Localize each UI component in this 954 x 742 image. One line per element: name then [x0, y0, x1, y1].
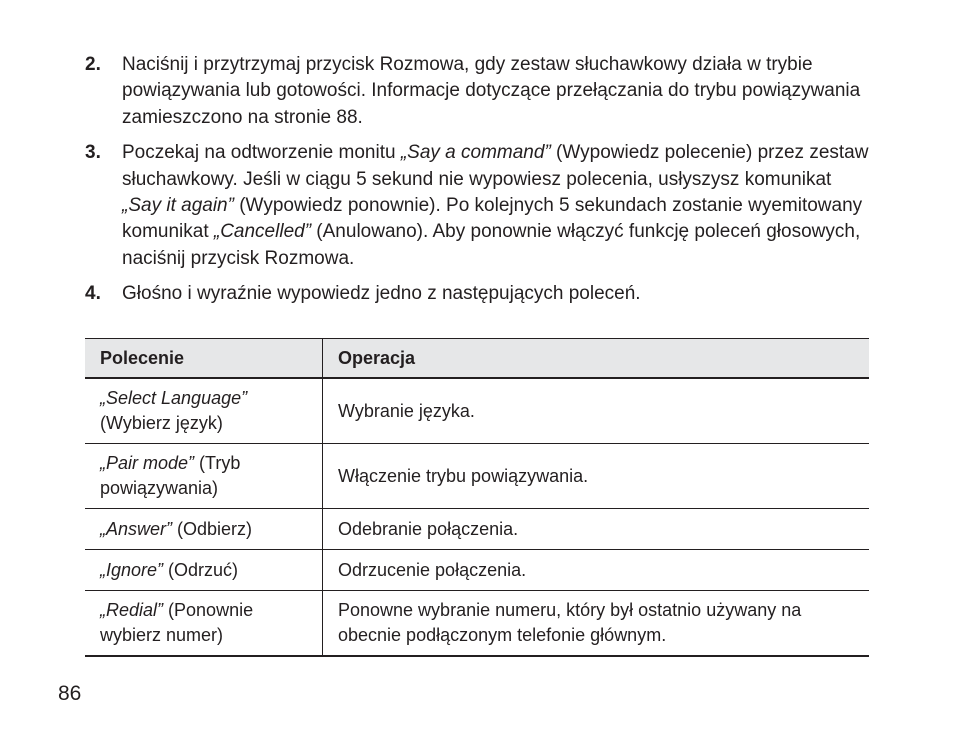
command-cell	[85, 378, 323, 444]
voice-commands-table	[85, 338, 869, 657]
step-text-part: Poczekaj na odtworzenie monitu	[122, 142, 401, 164]
step-text-part: (Anulowano). Aby ponownie włączyć funkcję poleceń głosowych, naciśnij przycisk Rozmowa.	[122, 221, 861, 269]
command-name: „Redial”	[100, 600, 164, 620]
command-cell	[85, 550, 323, 591]
table-row	[85, 444, 869, 509]
page-number: 86	[58, 682, 82, 705]
voice-prompt-cancelled: „Cancelled”	[213, 221, 312, 243]
step-number: 3.	[85, 142, 101, 164]
operation-cell: Wybranie języka.	[323, 378, 870, 444]
voice-prompt-say-it-again: „Say it again”	[122, 195, 234, 217]
voice-prompt-say-a-command: „Say a command”	[400, 142, 551, 164]
instruction-list	[85, 52, 875, 317]
command-translation: (Wybierz język)	[100, 413, 223, 433]
step-text: Naciśnij i przytrzymaj przycisk Rozmowa, gdy zestaw słuchawkowy działa w trybie powiązywania lub gotowości. Informacje dotyczące przełączania do trybu powiązywania zamieszczono na stronie 88.	[122, 54, 861, 128]
table-row	[85, 378, 869, 444]
step-text: Głośno i wyraźnie wypowiedz jedno z następujących poleceń.	[122, 283, 641, 305]
step-3	[85, 140, 875, 272]
table-row	[85, 591, 869, 657]
step-text-part: (Wypowiedz polecenie) przez zestaw słuchawkowy. Jeśli w ciągu 5 sekund nie wypowiesz polecenia, usłyszysz komunikat	[122, 142, 869, 190]
step-4	[85, 281, 875, 307]
command-cell	[85, 591, 323, 657]
command-translation: (Ponownie wybierz numer)	[100, 600, 254, 645]
column-header-command: Polecenie	[85, 339, 323, 379]
step-text	[122, 140, 875, 272]
command-translation: (Tryb powiązywania)	[100, 453, 241, 498]
operation-cell: Włączenie trybu powiązywania.	[323, 444, 870, 509]
step-text-part: (Wypowiedz ponownie). Po kolejnych 5 sekundach zostanie wyemitowany komunikat	[122, 195, 863, 243]
step-number: 2.	[85, 54, 101, 75]
table-row	[85, 550, 869, 591]
column-header-operation: Operacja	[323, 339, 870, 379]
operation-cell: Odrzucenie połączenia.	[323, 550, 870, 591]
command-name: „Select Language”	[100, 388, 248, 408]
operation-cell: Odebranie połączenia.	[323, 509, 870, 550]
command-cell	[85, 444, 323, 509]
command-translation: (Odrzuć)	[163, 559, 239, 580]
command-cell	[85, 509, 323, 550]
operation-cell: Ponowne wybranie numeru, który był ostatnio używany na obecnie podłączonym telefonie głównym.	[323, 591, 870, 657]
step-number: 4.	[85, 283, 101, 305]
command-translation: (Odbierz)	[172, 518, 253, 539]
table-header-row	[85, 339, 869, 379]
command-name: „Pair mode”	[100, 453, 195, 473]
step-2	[85, 52, 875, 131]
command-name: „Ignore”	[100, 559, 164, 580]
table-row	[85, 509, 869, 550]
command-name: „Answer”	[100, 518, 173, 539]
